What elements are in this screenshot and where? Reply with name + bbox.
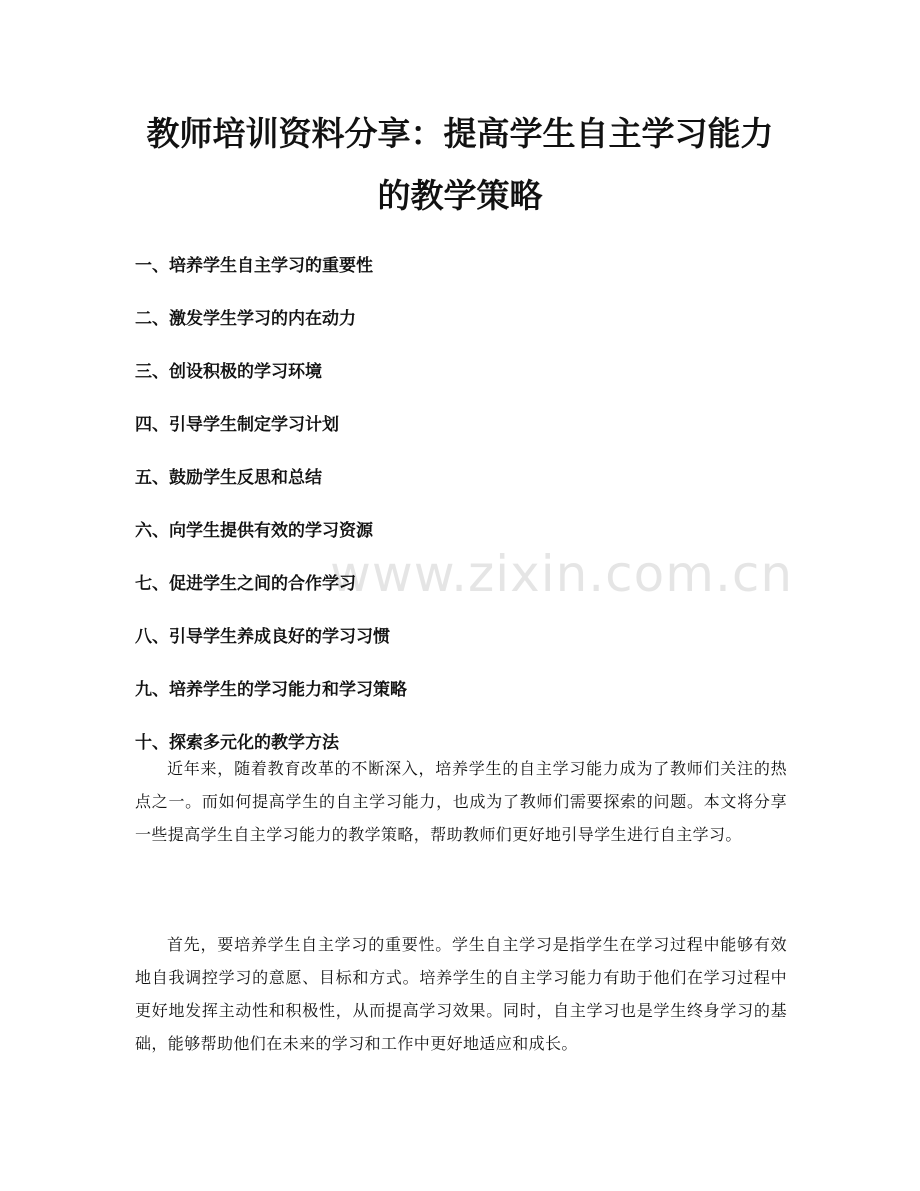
watermark-text: www.zixin.com.cn (330, 545, 794, 603)
toc-item: 十、探索多元化的教学方法 (135, 733, 339, 753)
body-paragraph-first: 首先，要培养学生自主学习的重要性。学生自主学习是指学生在学习过程中能够有效地自我调控学习的意愿、目标和方式。培养学生的自主学习能力有助于他们在学习过程中更好地发挥主动性和积极性，从而提高学习效果。同时，自主学习也是学生终身学习的基础，能够帮助他们在未来的学习和工作中更好地适应和成长。 (135, 935, 787, 1053)
toc-item: 四、引导学生制定学习计划 (135, 415, 339, 435)
table-of-contents (135, 250, 407, 780)
page-title-line-2: 的教学策略 (377, 176, 543, 215)
toc-item: 三、创设积极的学习环境 (135, 362, 322, 382)
toc-item: 一、培养学生自主学习的重要性 (135, 256, 373, 276)
toc-item: 八、引导学生养成良好的学习习惯 (135, 627, 390, 647)
body-paragraph-intro: 近年来，随着教育改革的不断深入，培养学生的自主学习能力成为了教师们关注的热点之一。而如何提高学生的自主学习能力，也成为了教师们需要探索的问题。本文将分享一些提高学生自主学习能力的教学策略，帮助教师们更好地引导学生进行自主学习。 (135, 759, 787, 844)
toc-item: 六、向学生提供有效的学习资源 (135, 521, 373, 541)
page-title-line-1: 教师培训资料分享：提高学生自主学习能力 (146, 114, 774, 153)
toc-item: 二、激发学生学习的内在动力 (135, 309, 356, 329)
toc-item: 五、鼓励学生反思和总结 (135, 468, 322, 488)
toc-item: 七、促进学生之间的合作学习 (135, 574, 356, 594)
toc-item: 九、培养学生的学习能力和学习策略 (135, 680, 407, 700)
